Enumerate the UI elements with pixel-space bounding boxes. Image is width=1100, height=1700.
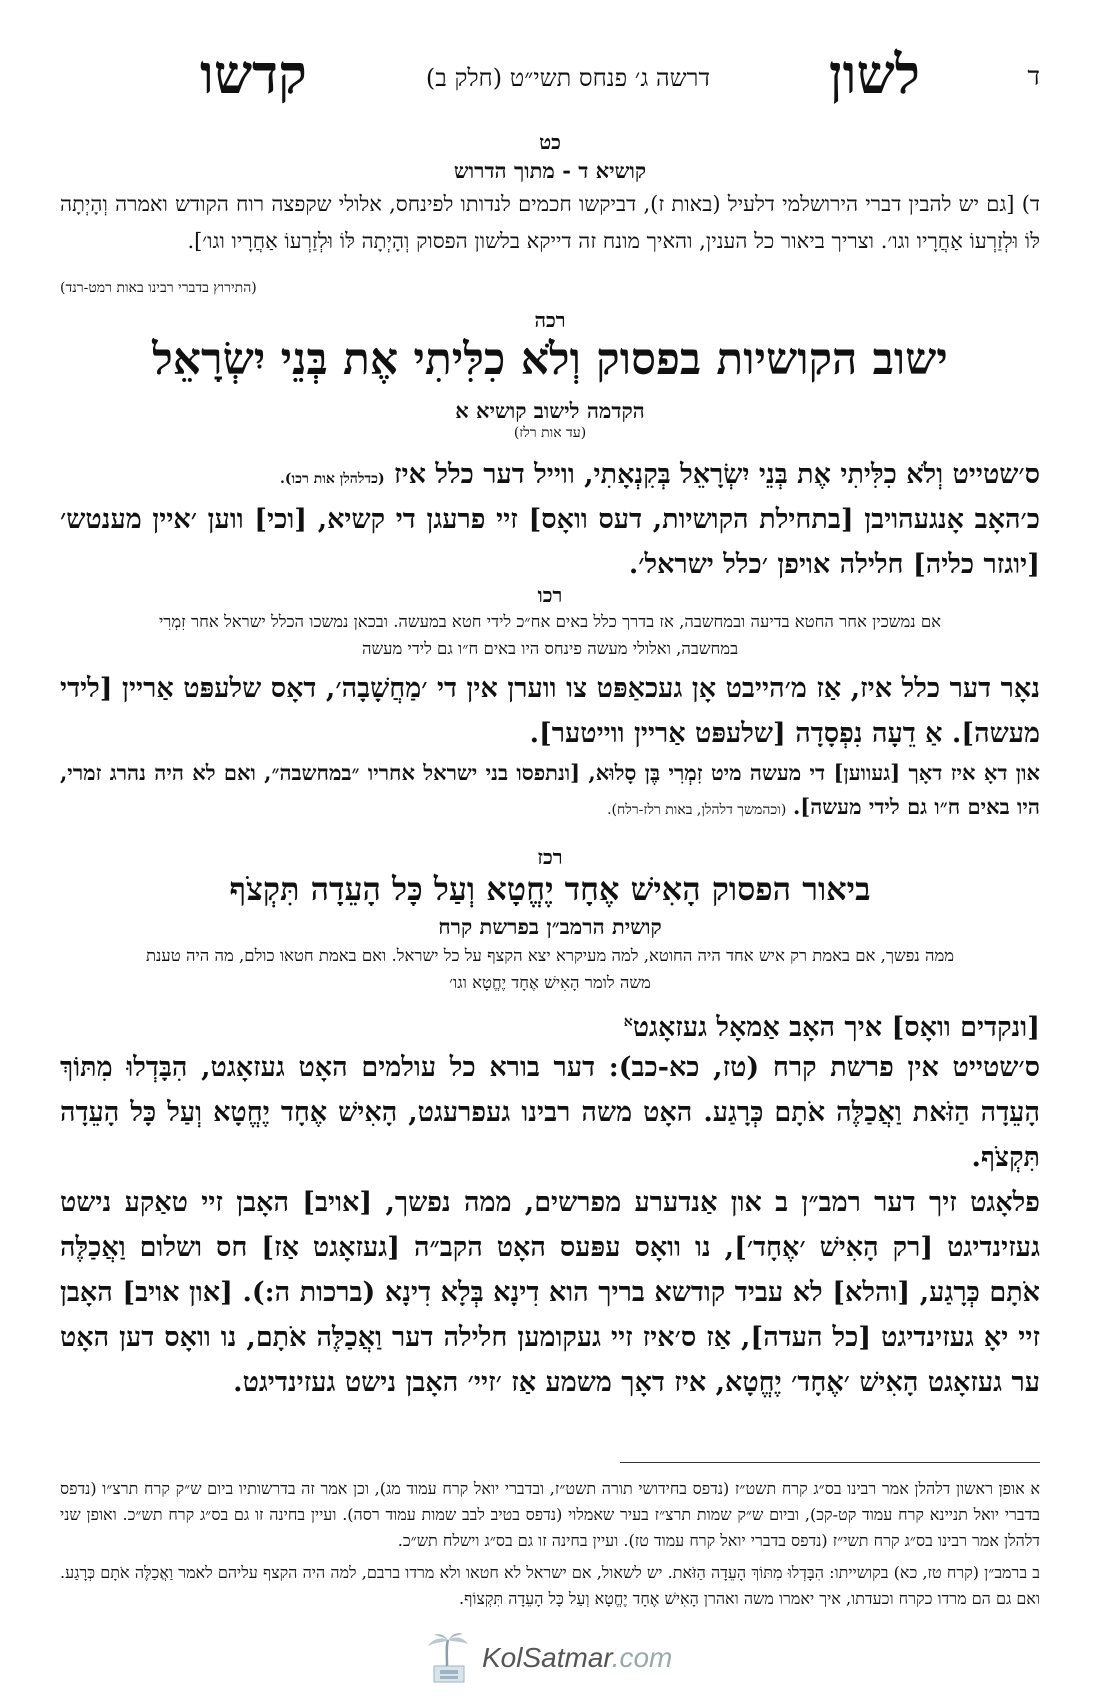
- paragraph-text: און דאָ איז דאָך [געווען] די מעשה מיט זִמְרִי בֶּן סָלוּא, [ונתפסו בני ישראל אחריו ״במחשבה״, ואם לא היה נהרג זמרי, היו באים ח״ו גם לידי מעשה].: [60, 760, 1040, 819]
- logo-wordmark: [482, 1642, 672, 1674]
- paragraph: [60, 1045, 1040, 1180]
- footnote-marker: א: [623, 1014, 633, 1030]
- page-letter: ד: [1027, 62, 1040, 92]
- paragraph: [60, 186, 1040, 296]
- kolsatmar-logo: [420, 1632, 720, 1687]
- running-header: [60, 42, 1040, 112]
- paragraph: [60, 497, 1040, 587]
- section-subheading: הקדמה לישוב קושיא א: [455, 398, 645, 423]
- palm-tree-icon: [420, 1632, 476, 1687]
- source-note: (התירוץ בדברי רבינו באות רמט-רנד): [60, 280, 257, 296]
- logo-name: KolSatmar: [482, 1642, 612, 1673]
- section-title: ישוב הקושיות בפסוק וְלֹא כִלִּיתִי אֶת בְּנֵי יִשְׂרָאֵל: [152, 334, 948, 385]
- section-number: רכו: [537, 583, 563, 607]
- section-heading: קושיא ד - מתוך הדרוש: [453, 158, 647, 183]
- header-word-left: קדשו: [200, 42, 307, 106]
- source-note: (כדלהלן אות רכו).: [280, 471, 385, 487]
- header-subtitle: דרשה ג׳ פנחס תשי״ט (חלק ב): [425, 64, 710, 92]
- footnote-text: ב ברמב״ן (קרח טז, כא) בקושייתו: הִבָּדְלוּ מִתּוֹךְ הָעֵדָה הַזֹּאת. יש לשאול, אם ישראל לא חטאו ולא מרדו ברבם, למה היה הקצף עליהם לאמר וַאֲכַלֶּה אֹתָם כְּרָגַע. ואם גם הם מרדו כקרח וכעדתו, איך יאמרו משה ואהרן הָאִישׁ אֶחָד יֶחֱטָא וְעַל כָּל הָעֵדָה תִּקְצוֹף.: [60, 1563, 1040, 1608]
- footnote-text: א אופן ראשון דלהלן אמר רבינו בס״ג קרח תשט״ז (נדפס בחידושי תורה תשט״ז, ובדברי יואל קרח עמוד מג), וכן אמר זה בדרשותיו ביום ש״ק קרח תרצ״ו (נדפס בדברי יואל תניינא קרח עמוד קט-קכ), וביום ש״ק שמות תרצ״ז בעיר שאמלוי (נדפס בטיב לבב שמות עמוד רסה). ועיין בחינה זו גם בס״ג קרח תש״כ. ואופן שני דלהלן אמר רבינו בס״ג קרח תשי״ז (נדפס בדברי יואל קרח עמוד טז). ועיין בחינה זו גם בס״ג וישלח תש״כ.: [60, 1479, 1040, 1550]
- footnote: [60, 1560, 1040, 1612]
- paragraph: [60, 1180, 1040, 1405]
- paragraph-text: ד) [גם יש להבין דברי הירושלמי דלעיל (באות ז), דביקשו חכמים לנדותו לפינחס, אלולי שקפצה רוח הקודש ואמרה וְהָיְתָה לּוֹ וּלְזַרְעוֹ אַחֲרָיו וגו׳. וצריך ביאור כל הענין, והאיך מונח זה דייקא בלשון הפסוק וְהָיְתָה לּוֹ וּלְזַרְעוֹ אַחֲרָיו וגו׳].: [60, 192, 1040, 253]
- paragraph-text: פלאָגט זיך דער רמב״ן ב און אַנדערע מפרשים, ממה נפשך, [אויב] האָבן זיי טאַקע נישט געזינדיגט [רק הָאִישׁ ׳אֶחָד׳], נו וואָס עפּעס האָט הקב״ה [געזאָגט אַז] חס ושלום וַאֲכַלֶּה אֹתָם כְּרָגַע, [והלא] לא עביד קודשא בריך הוא דִינָא בְּלָא דִינָא (ברכות ה:). [און אויב] האָבן זיי יאָ געזינדיגט [כל העדה], אַז ס׳איז זיי געקומען חלילה דער וַאֲכַלֶּה אֹתָם, נו וואָס דען האָט ער געזאָגט הָאִישׁ ׳אֶחָד׳ יֶחֱטָא, איז דאָך משמע אַז ׳זיי׳ האָבן נישט געזינדיגט.: [60, 1187, 1040, 1398]
- section-intro: אם נמשכין אחר החטא בדיעה ובמחשבה, אז בדרך כלל באים אח״כ לידי חטא במעשה. ובכאן נמשכו הכלל ישראל אחר זִמְרִי במחשבה, ואלולי מעשה פינחס היו באים ח״ו גם לידי מעשה: [158, 612, 942, 658]
- header-word-right: לשון: [828, 42, 920, 106]
- section-number: רכז: [537, 845, 563, 869]
- paragraph: [60, 666, 1040, 756]
- section-number: רכה: [534, 308, 566, 332]
- section-title: ביאור הפסוק הָאִישׁ אֶחָד יֶחֱטָא וְעַל כָּל הָעֵדָה תִּקְצֹף: [229, 870, 871, 908]
- paragraph-text: כ׳האָב אָנגעהויבן [בתחילת הקושיות, דעס וואָס] זיי פרעגן די קשיא, [וכי] ווען ׳איין מענטש׳ [יוגזר כליה] חלילה אויפן ׳כלל ישראל׳.: [60, 504, 1040, 580]
- paragraph-text: ס׳שטייט וְלֹא כִלִּיתִי אֶת בְּנֵי יִשְׂרָאֵל בְּקִנְאָתִי, ווייל דער כלל איז: [394, 459, 1040, 490]
- paragraph: [60, 452, 1040, 502]
- section-range-note: (עד אות רלז): [513, 425, 587, 441]
- paragraph-text: [ונקדים וואָס] איך האָב אַמאָל געזאָגט: [632, 1012, 1040, 1043]
- footnote: [60, 1476, 1040, 1554]
- logo-domain: .com: [611, 1642, 673, 1673]
- section-intro: ממה נפשך, אם באמת רק איש אחד היה החוטא, למה מעיקרא יצא הקצף על כל ישראל. ואם באמת חטאו כולם, מה היה טענת משה לומר הָאִישׁ אֶחָד יֶחֱטָא וגו׳: [145, 946, 955, 992]
- section-subheading: קושית הרמב״ן בפרשת קרח: [438, 914, 662, 939]
- footnote-divider: [620, 1462, 1040, 1463]
- paragraph: [60, 756, 1040, 827]
- paragraph: [60, 1000, 1040, 1050]
- paragraph-text: ס׳שטייט אין פרשת קרח (טז, כא-כב): דער בורא כל עולמים האָט געזאָגט, הִבָּדְלוּ מִתּוֹךְ הָעֵדָה הַזֹּאת וַאֲכַלֶּה אֹתָם כְּרָגַע. האָט משה רבינו געפרעגט, הָאִישׁ אֶחָד יֶחֱטָא וְעַל כָּל הָעֵדָה תִּקְצֹף.: [60, 1052, 1040, 1173]
- section-number: כט: [539, 130, 561, 154]
- paragraph-text: נאָר דער כלל איז, אַז מ׳הייבט אָן געכאַפּט צו ווערן אין די ׳מַחֲשָׁבָה׳, דאָס שלעפּט אַריין [לידי מעשה]. אַ דֵעָה נִפְסָדָה [שלעפּט אַריין ווייטער].: [60, 673, 1040, 749]
- source-note: (וכהמשך דלהלן, באות רלז-רלח).: [607, 802, 787, 818]
